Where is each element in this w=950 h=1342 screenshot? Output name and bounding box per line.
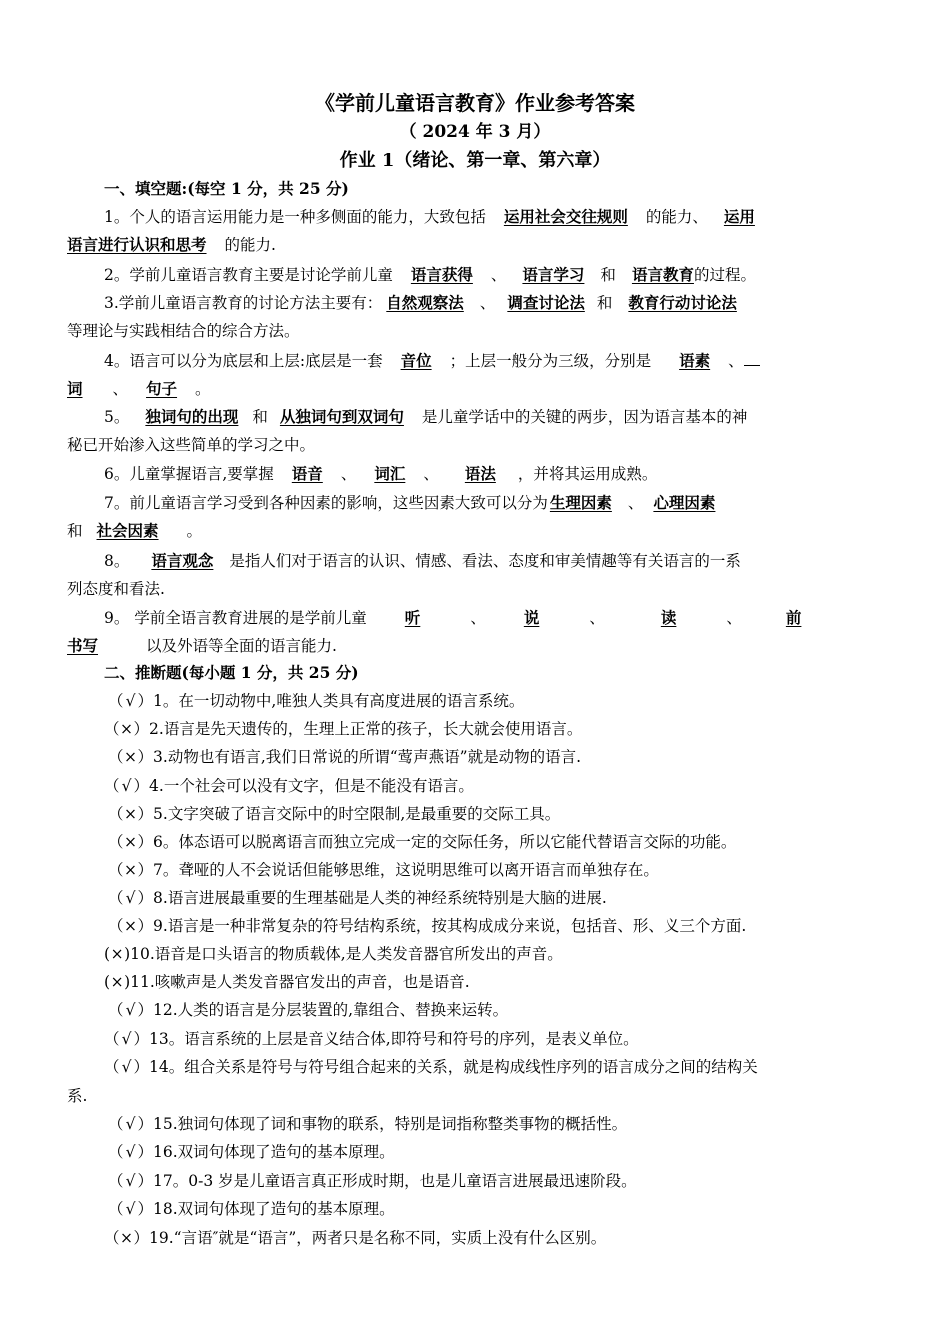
q3-line1: 3.学前儿童语言教育的讨论方法主要有： 自然观察法 、 调查讨论法 和 教育行动讨论法	[104, 293, 737, 312]
judgement-item-17: （ √ ）17。0-3 岁是儿童语言真正形成时期，也是儿童语言进展最迅速阶段。	[108, 1172, 637, 1190]
q1-line1: 1。个人的语言运用能力是一种多侧面的能力，大致包括 运用社会交往规则 的能力、 运用	[104, 207, 755, 226]
judgement-mark: √	[121, 777, 132, 795]
answer: 从独词句到双词句	[279, 407, 404, 426]
q9-line2: 书写 以及外语等全面的语言能力.	[67, 636, 337, 655]
answer: 运用社会交往规则	[503, 207, 628, 226]
judgement-mark: ×	[120, 720, 134, 738]
judgement-mark: √	[125, 1172, 136, 1190]
answer: 语言教育	[631, 265, 694, 284]
answer: 语言学习	[522, 265, 585, 284]
judgement-item-1: （ √ ）1。在一切动物中,唯独人类具有高度进展的语言系统。	[108, 692, 525, 710]
answer: 音位	[400, 351, 432, 370]
judgement-item-14: （ √ ）14。组合关系是符号与符号组合起来的关系，就是构成线性序列的语言成分之间的结构关	[104, 1058, 758, 1076]
q5-line1: 5。 独词句的出现 和 从独词句到双词句 是儿童学话中的关键的两步，因为语言基本的神	[104, 407, 748, 426]
q4-line2: 词 、 句子 。	[67, 379, 211, 398]
judgement-item-4: （ √ ）4.一个社会可以没有文字，但是不能没有语言。	[104, 777, 474, 795]
answer: 生理因素	[549, 493, 612, 512]
judgement-item-8: （ √ ）8.语言进展最重要的生理基础是人类的神经系统特别是大脑的进展.	[108, 889, 607, 907]
answer: 运用	[723, 207, 755, 226]
judgement-item-18: （ √ ）18.双词句体现了造句的基本原理。	[108, 1200, 395, 1218]
judgement-mark: ×	[124, 861, 138, 879]
q7-line2: 和 社会因素 。	[67, 521, 203, 540]
answer: 书写	[67, 636, 99, 655]
answer: 心理因素	[653, 493, 716, 512]
answer: 教育行动讨论法	[628, 293, 737, 312]
judgement-item-16: （ √ ）16.双词句体现了造句的基本原理。	[108, 1143, 395, 1161]
judgement-mark: ×	[110, 973, 124, 991]
judgement-item-5: （×）5.文字突破了语言交际中的时空限制,是最重要的交际工具。	[108, 805, 561, 823]
answer: 语素	[679, 351, 711, 370]
q8-line2: 列态度和看法.	[67, 580, 165, 598]
judgement-item-3: （×）3.动物也有语言,我们日常说的所谓“莺声燕语”就是动物的语言.	[108, 748, 582, 766]
q9-line1: 9。 学前全语言教育进展的是学前儿童 听 、 说 、 读 、 前	[104, 608, 802, 627]
judgement-item-6: （×）6。体态语可以脱离语言而独立完成一定的交际任务，所以它能代替语言交际的功能。	[108, 833, 737, 851]
judgement-item-14-cont: 系.	[67, 1087, 88, 1105]
judgement-mark: ×	[124, 833, 138, 851]
answer-blank	[744, 350, 760, 366]
judgement-mark: √	[125, 692, 136, 710]
judgement-mark: ×	[124, 748, 138, 766]
section2-heading: 二、推断题(每小题 1 分，共 25 分)	[104, 663, 359, 682]
judgement-item-19: （×）19.“言语″就是“语言”，两者只是名称不同，实质上没有什么区别。	[104, 1229, 607, 1247]
judgement-mark: ×	[110, 945, 124, 963]
q2-line: 2。学前儿童语言教育主要是讨论学前儿童 语言获得 、 语言学习 和 语言教育的过程。	[104, 265, 756, 284]
answer: 语法	[464, 464, 496, 483]
answer: 听	[404, 608, 421, 627]
judgement-item-10: (×)10.语音是口头语言的物质载体,是人类发音器官所发出的声音。	[104, 945, 563, 963]
judgement-mark: √	[125, 1001, 136, 1019]
answer: 词	[67, 379, 83, 398]
q7-line1: 7。前儿童语言学习受到各种因素的影响，这些因素大致可以分为 生理因素 、 心理因素	[104, 492, 940, 514]
answer: 调查讨论法	[507, 293, 585, 312]
q4-line1: 4。语言可以分为底层和上层:底层是一套 音位 ；上层一般分为三级，分别是 语素 、	[104, 350, 940, 372]
answer: 句子	[146, 379, 178, 398]
judgement-mark: √	[125, 1115, 136, 1133]
answer: 独词句的出现	[145, 407, 239, 426]
judgement-mark: √	[121, 1058, 132, 1076]
judgement-item-15: （ √ ）15.独词句体现了词和事物的联系，特别是词指称整类事物的概括性。	[108, 1115, 628, 1133]
answer: 前	[785, 608, 802, 627]
judgement-item-2: （×）2.语言是先天遗传的，生理上正常的孩子，长大就会使用语言。	[104, 720, 583, 738]
answer: 词汇	[374, 464, 406, 483]
judgement-item-7: （×）7。聋哑的人不会说话但能够思维，这说明思维可以离开语言而单独存在。	[108, 861, 659, 879]
judgement-mark: √	[121, 1030, 132, 1048]
document-date: （ 2024 年 3 月）	[399, 122, 551, 142]
judgement-item-11: (×)11.咳嗽声是人类发音器官发出的声音，也是语音.	[104, 973, 470, 991]
answer: 自然观察法	[386, 293, 464, 312]
answer: 语音	[291, 464, 323, 483]
judgement-mark: ×	[124, 917, 138, 935]
q8-line1: 8。 语言观念 是指人们对于语言的认识、情感、看法、态度和审美情趣等有关语言的一系	[104, 551, 741, 570]
assignment-heading: 作业 1（绪论、第一章、第六章）	[339, 150, 611, 171]
q1-line2: 语言进行认识和思考 的能力.	[67, 235, 276, 254]
judgement-mark: ×	[124, 805, 138, 823]
document-title: 《学前儿童语言教育》作业参考答案	[315, 91, 635, 115]
answer: 语言进行认识和思考	[67, 235, 207, 254]
answer: 社会因素	[96, 521, 159, 540]
q3-line2: 等理论与实践相结合的综合方法。	[67, 322, 300, 340]
section1-heading: 一、填空题:(每空 1 分，共 25 分)	[104, 179, 349, 198]
q6-line: 6。儿童掌握语言,要掌握 语音 、 词汇 、 语法 ，并将其运用成熟。	[104, 464, 658, 483]
answer: 语言获得	[410, 265, 473, 284]
q5-line2: 秘已开始渗入这些简单的学习之中。	[67, 436, 316, 454]
answer: 语言观念	[151, 551, 214, 570]
answer: 说	[523, 608, 540, 627]
judgement-mark: √	[125, 1200, 136, 1218]
judgement-item-13: （ √ ）13。语言系统的上层是音义结合体,即符号和符号的序列，是表义单位。	[104, 1030, 639, 1048]
judgement-mark: √	[125, 889, 136, 907]
judgement-item-12: （ √ ）12.人类的语言是分层装置的,靠组合、替换来运转。	[108, 1001, 509, 1019]
judgement-mark: ×	[120, 1229, 134, 1247]
answer: 读	[660, 608, 677, 627]
judgement-item-9: （×）9.语言是一种非常复杂的符号结构系统，按其构成成分来说，包括音、形、义三个方面.	[108, 917, 747, 935]
judgement-mark: √	[125, 1143, 136, 1161]
